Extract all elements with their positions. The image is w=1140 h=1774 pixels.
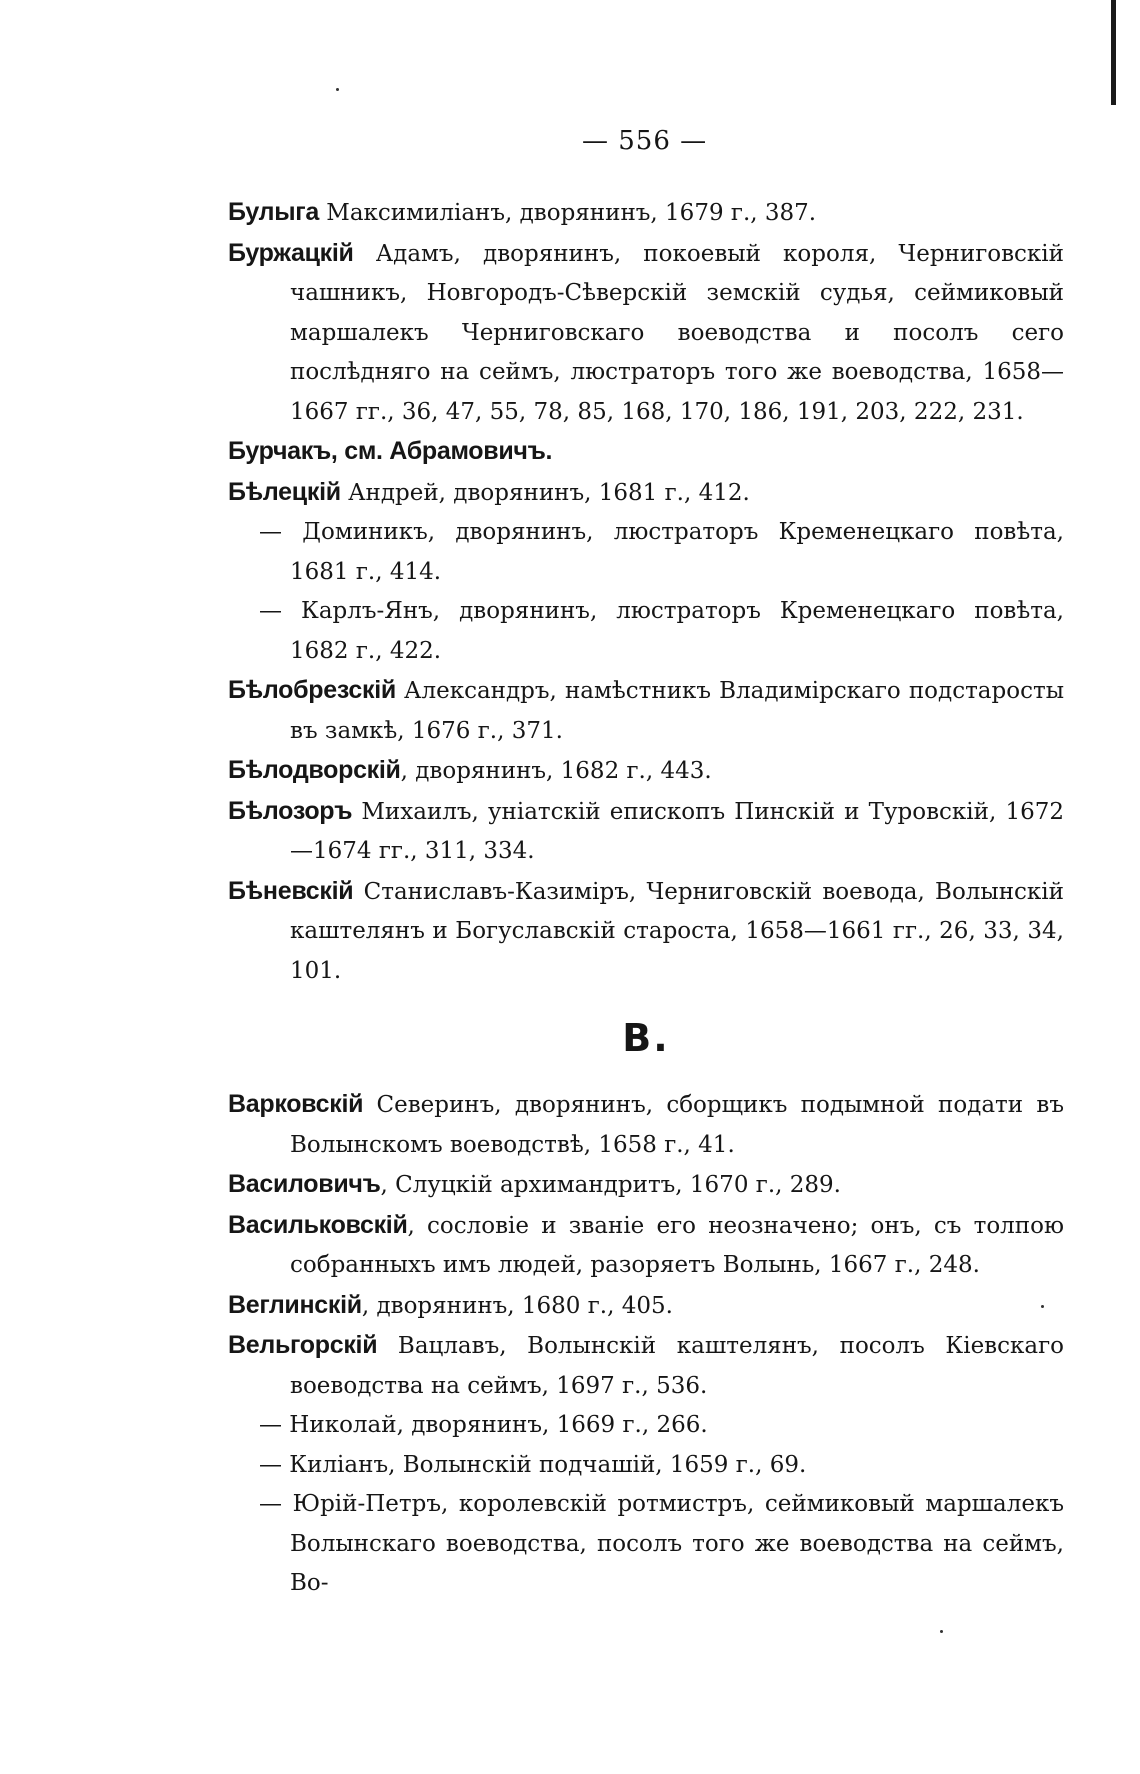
- entry-surname: Варковскій: [228, 1090, 364, 1118]
- entry-description: — Николай, дворянинъ, 1669 г., 266.: [259, 1412, 708, 1438]
- entry-surname: Вельгорскій: [228, 1331, 378, 1359]
- index-entry: [228, 473, 1064, 514]
- index-entry: [228, 872, 1064, 992]
- index-entry: [228, 1085, 1064, 1165]
- page-number: — 556 —: [582, 126, 708, 156]
- index-subentry: [228, 1485, 1064, 1604]
- index-entry: [228, 234, 1064, 433]
- index-entry: [228, 432, 1064, 473]
- page-edge-line: [1111, 0, 1116, 105]
- entry-description: , дворянинъ, 1682 г., 443.: [400, 758, 712, 784]
- entry-description: , сословіе и званіе его неозначено; онъ, съ толпою собранныхъ имъ людей, разоряетъ Волынь, 1667 г., 248.: [290, 1212, 1064, 1278]
- entry-surname: Буржацкій: [228, 238, 354, 267]
- index-entry: [228, 671, 1064, 751]
- index-subentry: [228, 1446, 1064, 1486]
- entry-description: — Карлъ-Янъ, дворянинъ, люстраторъ Кременецкаго повѣта, 1682 г., 422.: [259, 598, 1064, 664]
- index-column: [228, 193, 1064, 1604]
- entry-description: Михаилъ, уніатскій епископъ Пинскій и Туровскій, 1672—1674 гг., 311, 334.: [290, 798, 1064, 864]
- index-entry: [228, 1326, 1064, 1406]
- entry-description: Северинъ, дворянинъ, сборщикъ подымной подати въ Волынскомъ воеводствѣ, 1658 г., 41.: [290, 1092, 1064, 1158]
- entry-surname: Бѣлецкій: [228, 477, 341, 506]
- index-entry: [228, 792, 1064, 872]
- paper-speck: [940, 1630, 943, 1633]
- entry-description: Александръ, намѣстникъ Владимірскаго подстаросты въ замкѣ, 1676 г., 371.: [290, 678, 1064, 744]
- index-entry: [228, 193, 1064, 234]
- index-subentry: [228, 1406, 1064, 1446]
- entry-surname: Василовичъ: [228, 1170, 381, 1198]
- entries-after-section: [228, 1085, 1064, 1604]
- index-subentry: [228, 513, 1064, 592]
- entry-surname: Бурчакъ, см. Абрамовичъ.: [228, 437, 553, 465]
- section-letter: В.: [622, 1016, 670, 1060]
- entry-description: , дворянинъ, 1680 г., 405.: [361, 1292, 673, 1319]
- entry-surname: Бѣневскій: [228, 876, 354, 905]
- entry-description: — Киліанъ, Волынскій подчашій, 1659 г., 69.: [259, 1451, 807, 1478]
- entry-description: — Юрій-Петръ, королевскій ротмистръ, сеймиковый маршалекъ Волынскаго воеводства, посолъ того же воеводства на сеймъ, Во-: [259, 1491, 1064, 1596]
- entry-description: Андрей, дворянинъ, 1681 г., 412.: [340, 479, 750, 506]
- entry-description: Станиславъ-Казиміръ, Черниговскій воевода, Волынскій каштелянъ и Богуславскій староста, 1658—1661 гг., 26, 33, 34, 101.: [290, 878, 1064, 984]
- entry-description: Максимиліанъ, дворянинъ, 1679 г., 387.: [318, 200, 817, 226]
- paper-speck: [336, 88, 339, 91]
- entry-surname: Бѣлозоръ: [228, 796, 353, 825]
- index-entry: [228, 1206, 1064, 1286]
- entry-surname: Булыга: [228, 198, 319, 226]
- entry-surname: Веглинскій: [228, 1290, 362, 1319]
- entry-description: — Доминикъ, дворянинъ, люстраторъ Кременецкаго повѣта, 1681 г., 414.: [259, 519, 1064, 585]
- entries-before-section: [228, 193, 1064, 991]
- entry-surname: Бѣлодворскій: [228, 756, 401, 784]
- entry-surname: Бѣлобрезскій: [228, 676, 396, 704]
- entry-description: Адамъ, дворянинъ, покоевый короля, Черниговскій чашникъ, Новгородъ-Сѣверскій земскій судья, сеймиковый маршалекъ Черниговскаго воеводства и посолъ сего послѣдняго на сеймъ, люстраторъ того же воеводства, 1658—1667 гг., 36, 47, 55, 78, 85, 168, 170, 186, 191, 203, 222, 231.: [290, 240, 1064, 425]
- entry-description: , Слуцкій архимандритъ, 1670 г., 289.: [380, 1172, 841, 1198]
- index-subentry: [228, 592, 1064, 671]
- entry-surname: Васильковскій: [228, 1210, 408, 1239]
- index-entry: [228, 1286, 1064, 1327]
- index-entry: [228, 1165, 1064, 1206]
- index-entry: [228, 751, 1064, 792]
- entry-description: Вацлавъ, Волынскій каштелянъ, посолъ Кіевскаго воеводства на сеймъ, 1697 г., 536.: [290, 1333, 1064, 1399]
